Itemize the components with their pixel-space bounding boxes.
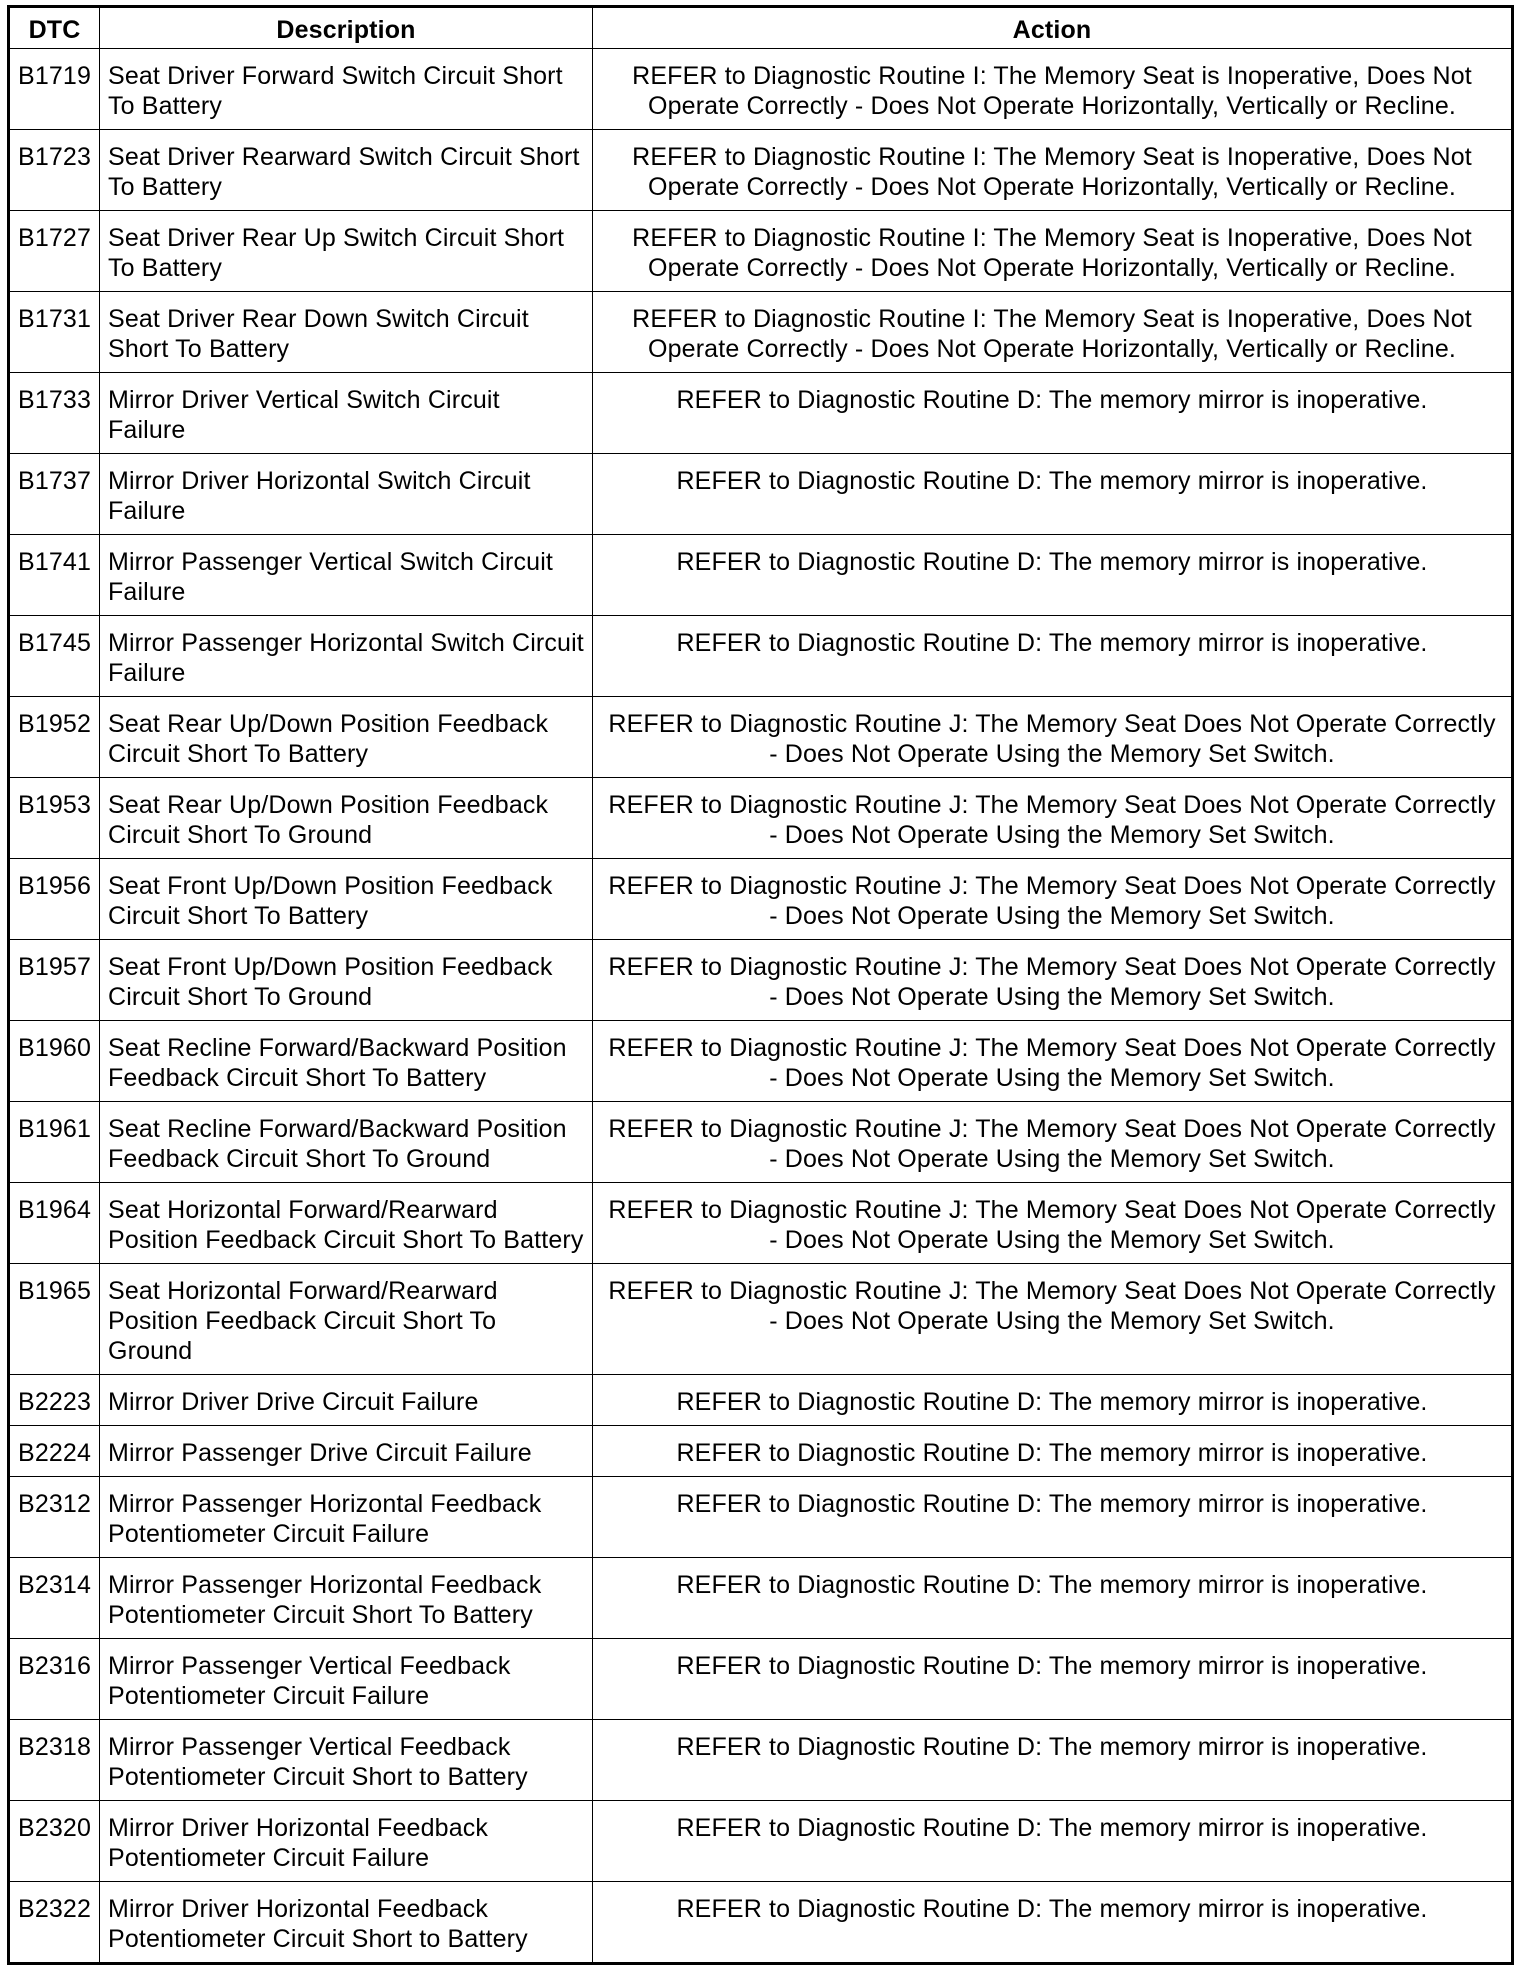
dtc-code: B2316 xyxy=(9,1639,100,1720)
dtc-description: Mirror Driver Vertical Switch Circuit Failure xyxy=(100,373,593,454)
table-row xyxy=(9,1021,1513,1102)
header-dtc: DTC xyxy=(9,7,100,49)
dtc-code: B1723 xyxy=(9,130,100,211)
dtc-code: B1745 xyxy=(9,616,100,697)
dtc-action: REFER to Diagnostic Routine I: The Memory Seat is Inoperative, Does Not Operate Correctly - Does Not Operate Horizontally, Vertically or Recline. xyxy=(593,211,1513,292)
dtc-table xyxy=(7,5,1514,1965)
table-row xyxy=(9,1720,1513,1801)
dtc-action: REFER to Diagnostic Routine D: The memory mirror is inoperative. xyxy=(593,1426,1513,1477)
dtc-description: Mirror Passenger Horizontal Feedback Potentiometer Circuit Short To Battery xyxy=(100,1558,593,1639)
table-row xyxy=(9,1426,1513,1477)
table-row xyxy=(9,130,1513,211)
header-action: Action xyxy=(593,7,1513,49)
header-description: Description xyxy=(100,7,593,49)
dtc-description: Seat Recline Forward/Backward Position Feedback Circuit Short To Battery xyxy=(100,1021,593,1102)
dtc-action: REFER to Diagnostic Routine J: The Memory Seat Does Not Operate Correctly - Does Not Operate Using the Memory Set Switch. xyxy=(593,1102,1513,1183)
dtc-description: Seat Driver Rear Down Switch Circuit Short To Battery xyxy=(100,292,593,373)
table-row xyxy=(9,1264,1513,1375)
dtc-code: B2223 xyxy=(9,1375,100,1426)
dtc-code: B1741 xyxy=(9,535,100,616)
table-row xyxy=(9,697,1513,778)
table-row xyxy=(9,373,1513,454)
dtc-code: B1731 xyxy=(9,292,100,373)
dtc-action: REFER to Diagnostic Routine J: The Memory Seat Does Not Operate Correctly - Does Not Operate Using the Memory Set Switch. xyxy=(593,1264,1513,1375)
dtc-code: B1960 xyxy=(9,1021,100,1102)
dtc-action: REFER to Diagnostic Routine I: The Memory Seat is Inoperative, Does Not Operate Correctly - Does Not Operate Horizontally, Vertically or Recline. xyxy=(593,49,1513,130)
table-body xyxy=(9,49,1513,1964)
dtc-code: B2320 xyxy=(9,1801,100,1882)
dtc-action: REFER to Diagnostic Routine D: The memory mirror is inoperative. xyxy=(593,1639,1513,1720)
dtc-description: Seat Recline Forward/Backward Position Feedback Circuit Short To Ground xyxy=(100,1102,593,1183)
dtc-action: REFER to Diagnostic Routine J: The Memory Seat Does Not Operate Correctly - Does Not Operate Using the Memory Set Switch. xyxy=(593,697,1513,778)
table-row xyxy=(9,859,1513,940)
dtc-code: B1964 xyxy=(9,1183,100,1264)
table-row xyxy=(9,211,1513,292)
table-row xyxy=(9,535,1513,616)
dtc-code: B1737 xyxy=(9,454,100,535)
dtc-description: Mirror Driver Horizontal Feedback Potentiometer Circuit Short to Battery xyxy=(100,1882,593,1964)
dtc-code: B2312 xyxy=(9,1477,100,1558)
dtc-description: Mirror Driver Horizontal Feedback Potentiometer Circuit Failure xyxy=(100,1801,593,1882)
dtc-description: Seat Rear Up/Down Position Feedback Circuit Short To Ground xyxy=(100,778,593,859)
dtc-action: REFER to Diagnostic Routine J: The Memory Seat Does Not Operate Correctly - Does Not Operate Using the Memory Set Switch. xyxy=(593,778,1513,859)
dtc-code: B2318 xyxy=(9,1720,100,1801)
table-row xyxy=(9,454,1513,535)
dtc-description: Mirror Driver Drive Circuit Failure xyxy=(100,1375,593,1426)
dtc-action: REFER to Diagnostic Routine J: The Memory Seat Does Not Operate Correctly - Does Not Operate Using the Memory Set Switch. xyxy=(593,859,1513,940)
dtc-action: REFER to Diagnostic Routine D: The memory mirror is inoperative. xyxy=(593,1720,1513,1801)
dtc-action: REFER to Diagnostic Routine D: The memory mirror is inoperative. xyxy=(593,1375,1513,1426)
dtc-description: Seat Driver Forward Switch Circuit Short To Battery xyxy=(100,49,593,130)
dtc-code: B1956 xyxy=(9,859,100,940)
dtc-action: REFER to Diagnostic Routine D: The memory mirror is inoperative. xyxy=(593,373,1513,454)
dtc-action: REFER to Diagnostic Routine J: The Memory Seat Does Not Operate Correctly - Does Not Operate Using the Memory Set Switch. xyxy=(593,1021,1513,1102)
dtc-description: Seat Horizontal Forward/Rearward Position Feedback Circuit Short To Battery xyxy=(100,1183,593,1264)
dtc-action: REFER to Diagnostic Routine D: The memory mirror is inoperative. xyxy=(593,535,1513,616)
dtc-code: B2322 xyxy=(9,1882,100,1964)
table-row xyxy=(9,1639,1513,1720)
dtc-description: Mirror Passenger Vertical Feedback Potentiometer Circuit Short to Battery xyxy=(100,1720,593,1801)
dtc-action: REFER to Diagnostic Routine I: The Memory Seat is Inoperative, Does Not Operate Correctly - Does Not Operate Horizontally, Vertically or Recline. xyxy=(593,130,1513,211)
dtc-description: Mirror Passenger Horizontal Switch Circuit Failure xyxy=(100,616,593,697)
dtc-code: B1719 xyxy=(9,49,100,130)
dtc-action: REFER to Diagnostic Routine J: The Memory Seat Does Not Operate Correctly - Does Not Operate Using the Memory Set Switch. xyxy=(593,940,1513,1021)
table-row xyxy=(9,1102,1513,1183)
dtc-description: Seat Driver Rearward Switch Circuit Short To Battery xyxy=(100,130,593,211)
dtc-code: B2314 xyxy=(9,1558,100,1639)
dtc-description: Mirror Passenger Vertical Feedback Potentiometer Circuit Failure xyxy=(100,1639,593,1720)
table-row xyxy=(9,616,1513,697)
dtc-description: Seat Driver Rear Up Switch Circuit Short To Battery xyxy=(100,211,593,292)
dtc-action: REFER to Diagnostic Routine D: The memory mirror is inoperative. xyxy=(593,454,1513,535)
dtc-code: B1952 xyxy=(9,697,100,778)
header-row xyxy=(9,7,1513,49)
dtc-description: Mirror Passenger Horizontal Feedback Potentiometer Circuit Failure xyxy=(100,1477,593,1558)
dtc-action: REFER to Diagnostic Routine J: The Memory Seat Does Not Operate Correctly - Does Not Operate Using the Memory Set Switch. xyxy=(593,1183,1513,1264)
dtc-action: REFER to Diagnostic Routine D: The memory mirror is inoperative. xyxy=(593,1882,1513,1964)
dtc-description: Seat Rear Up/Down Position Feedback Circuit Short To Battery xyxy=(100,697,593,778)
dtc-code: B1953 xyxy=(9,778,100,859)
dtc-action: REFER to Diagnostic Routine D: The memory mirror is inoperative. xyxy=(593,616,1513,697)
dtc-code: B1965 xyxy=(9,1264,100,1375)
table-row xyxy=(9,940,1513,1021)
table-header xyxy=(9,7,1513,49)
dtc-action: REFER to Diagnostic Routine D: The memory mirror is inoperative. xyxy=(593,1558,1513,1639)
table-row xyxy=(9,49,1513,130)
dtc-description: Seat Front Up/Down Position Feedback Circuit Short To Ground xyxy=(100,940,593,1021)
table-row xyxy=(9,1375,1513,1426)
dtc-description: Mirror Passenger Vertical Switch Circuit Failure xyxy=(100,535,593,616)
dtc-code: B1961 xyxy=(9,1102,100,1183)
table-row xyxy=(9,1882,1513,1964)
dtc-description: Mirror Driver Horizontal Switch Circuit Failure xyxy=(100,454,593,535)
table-row xyxy=(9,292,1513,373)
table-row xyxy=(9,1558,1513,1639)
dtc-description: Seat Horizontal Forward/Rearward Position Feedback Circuit Short To Ground xyxy=(100,1264,593,1375)
table-row xyxy=(9,1183,1513,1264)
dtc-description: Mirror Passenger Drive Circuit Failure xyxy=(100,1426,593,1477)
dtc-description: Seat Front Up/Down Position Feedback Circuit Short To Battery xyxy=(100,859,593,940)
table-row xyxy=(9,1801,1513,1882)
dtc-action: REFER to Diagnostic Routine I: The Memory Seat is Inoperative, Does Not Operate Correctly - Does Not Operate Horizontally, Vertically or Recline. xyxy=(593,292,1513,373)
dtc-action: REFER to Diagnostic Routine D: The memory mirror is inoperative. xyxy=(593,1801,1513,1882)
dtc-code: B1733 xyxy=(9,373,100,454)
dtc-code: B2224 xyxy=(9,1426,100,1477)
dtc-code: B1727 xyxy=(9,211,100,292)
dtc-code: B1957 xyxy=(9,940,100,1021)
dtc-action: REFER to Diagnostic Routine D: The memory mirror is inoperative. xyxy=(593,1477,1513,1558)
table-row xyxy=(9,1477,1513,1558)
table-row xyxy=(9,778,1513,859)
